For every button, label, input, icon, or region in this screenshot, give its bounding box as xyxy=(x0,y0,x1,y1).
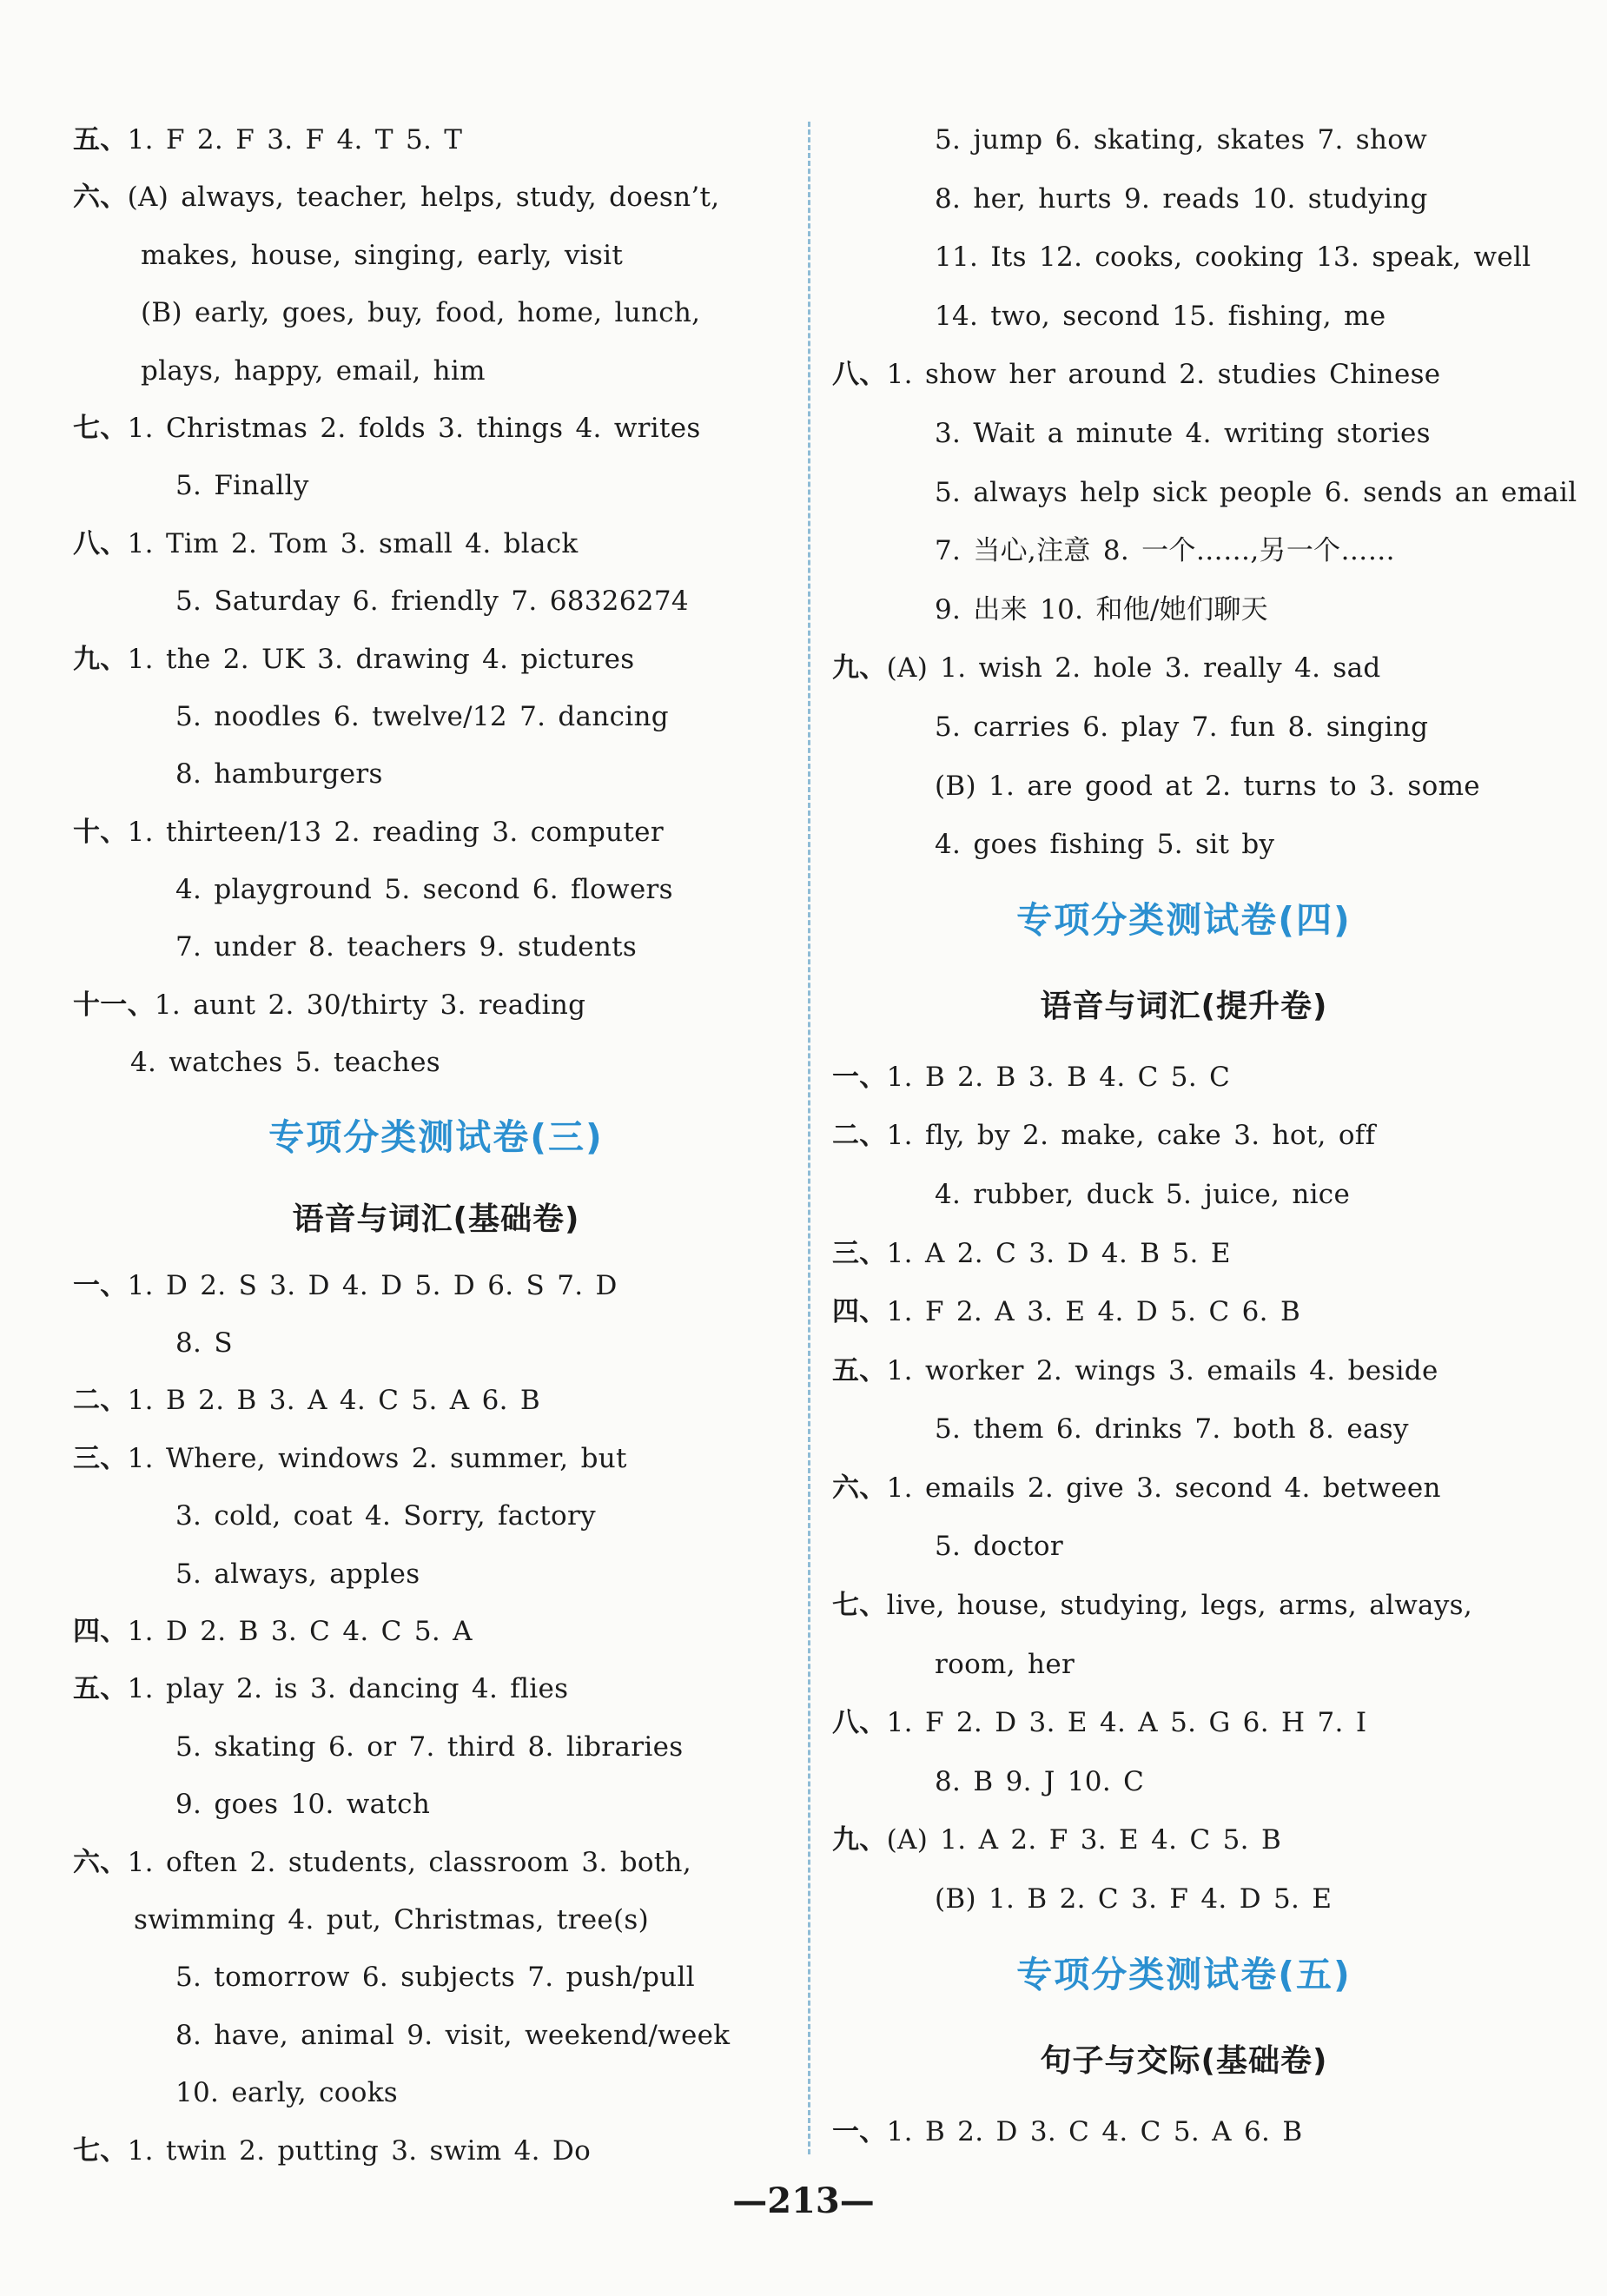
answer-line xyxy=(73,1834,799,1891)
answer-line xyxy=(73,457,799,514)
answer-text: 5. Saturday 6. friendly 7. 68326274 xyxy=(175,586,689,618)
answer-line xyxy=(832,1049,1536,1108)
answer-line xyxy=(832,758,1536,817)
section-subtitle: 句子与交际(基础卷) xyxy=(1040,2042,1328,2079)
answer-text: 8. hamburgers xyxy=(175,758,383,791)
answer-line xyxy=(73,1314,799,1372)
answer-text: (A) 1. wish 2. hole 3. really 4. sad xyxy=(886,652,1381,685)
answer-text: 3. Wait a minute 4. writing stories xyxy=(935,417,1431,449)
answer-line xyxy=(832,1694,1536,1753)
answer-line xyxy=(73,631,799,688)
column-divider xyxy=(808,122,810,2154)
question-number: 七、 xyxy=(73,2134,128,2167)
question-number: 七、 xyxy=(832,1590,887,1622)
question-number: 八、 xyxy=(73,527,128,559)
answer-line xyxy=(73,745,799,803)
question-number: 六、 xyxy=(73,1846,128,1878)
question-number: 五、 xyxy=(73,124,128,155)
answer-text: 1. F 2. F 3. F 4. T 5. T xyxy=(127,124,463,155)
answer-line xyxy=(73,111,799,169)
answer-line xyxy=(832,1636,1536,1695)
question-number: 七、 xyxy=(73,412,128,444)
answer-line xyxy=(73,515,799,572)
question-number: 八、 xyxy=(832,1707,887,1739)
answer-line xyxy=(73,2122,799,2180)
question-number: 四、 xyxy=(832,1296,887,1328)
question-number: 九、 xyxy=(73,643,128,675)
answer-line xyxy=(832,1870,1536,1929)
answer-text: 5. Finally xyxy=(175,470,309,502)
answer-line xyxy=(832,111,1536,170)
answer-line xyxy=(73,1430,799,1487)
answer-text: 4. watches 5. teaches xyxy=(130,1047,440,1079)
answer-text: (B) 1. are good at 2. turns to 3. some xyxy=(935,770,1480,802)
answer-text: room, her xyxy=(935,1648,1075,1680)
answer-line xyxy=(73,976,799,1034)
answer-text: 5. carries 6. play 7. fun 8. singing xyxy=(935,711,1429,743)
answer-text: (A) 1. A 2. F 3. E 4. C 5. B xyxy=(886,1824,1282,1856)
answer-text: 3. cold, coat 4. Sorry, factory xyxy=(175,1500,596,1532)
answer-text: 5. tomorrow 6. subjects 7. push/pull xyxy=(175,1962,695,1994)
answer-line xyxy=(73,342,799,400)
answer-text: 1. F 2. D 3. E 4. A 5. G 6. H 7. I xyxy=(886,1707,1367,1739)
answer-line xyxy=(832,1811,1536,1870)
answer-text: 5. jump 6. skating, skates 7. show xyxy=(935,124,1428,155)
answer-text: 1. B 2. B 3. B 4. C 5. C xyxy=(886,1061,1231,1093)
question-number: 三、 xyxy=(832,1237,887,1269)
answer-text: plays, happy, email, him xyxy=(141,354,486,387)
question-number: 十、 xyxy=(73,816,128,848)
answer-line xyxy=(832,1225,1536,1284)
answer-text: 1. often 2. students, classroom 3. both, xyxy=(127,1846,691,1878)
answer-line xyxy=(73,1257,799,1314)
answer-text: 8. have, animal 9. visit, weekend/week xyxy=(175,2019,731,2051)
question-number: 二、 xyxy=(73,1385,128,1417)
answer-line xyxy=(73,1034,799,1091)
answer-line xyxy=(73,1487,799,1545)
answer-line xyxy=(832,698,1536,758)
answer-line xyxy=(832,2103,1536,2162)
answer-line xyxy=(73,1718,799,1776)
question-number: 一、 xyxy=(73,1269,128,1301)
answer-line xyxy=(73,918,799,976)
answer-line xyxy=(832,228,1536,288)
answer-line xyxy=(832,1459,1536,1519)
answer-text: 9. goes 10. watch xyxy=(175,1789,431,1821)
answer-text: 1. twin 2. putting 3. swim 4. Do xyxy=(127,2134,592,2167)
answer-text: 5. them 6. drinks 7. both 8. easy xyxy=(935,1413,1409,1446)
answer-text: 1. worker 2. wings 3. emails 4. beside xyxy=(886,1354,1438,1386)
answer-text: 1. emails 2. give 3. second 4. between xyxy=(886,1472,1441,1504)
answer-text: live, house, studying, legs, arms, always, xyxy=(886,1590,1473,1622)
answer-line xyxy=(832,1518,1536,1577)
answer-line xyxy=(73,1949,799,2006)
answer-line xyxy=(832,1342,1536,1401)
answer-text: 1. Where, windows 2. summer, but xyxy=(127,1442,627,1474)
question-number: 二、 xyxy=(832,1120,887,1152)
answer-text: 1. B 2. D 3. C 4. C 5. A 6. B xyxy=(886,2115,1303,2147)
question-number: 一、 xyxy=(832,1061,887,1093)
answer-line xyxy=(73,1891,799,1949)
question-number: 六、 xyxy=(73,182,128,214)
answer-text: 4. rubber, duck 5. juice, nice xyxy=(935,1178,1351,1210)
answer-text: (A) always, teacher, helps, study, doesn’t, xyxy=(127,182,720,214)
answer-line xyxy=(73,284,799,341)
answer-text: 1. F 2. A 3. E 4. D 5. C 6. B xyxy=(886,1296,1301,1328)
answer-line xyxy=(832,522,1536,581)
answer-text: 14. two, second 15. fishing, me xyxy=(935,300,1386,332)
question-number: 十一、 xyxy=(73,989,155,1021)
answer-line xyxy=(73,572,799,630)
question-number: 一、 xyxy=(832,2115,887,2147)
question-number: 五、 xyxy=(73,1673,128,1705)
question-number: 五、 xyxy=(832,1354,887,1386)
section-title: 专项分类测试卷(四) xyxy=(1016,898,1352,941)
answer-line xyxy=(73,169,799,226)
answer-line xyxy=(832,1577,1536,1636)
answer-text: 5. always help sick people 6. sends an email xyxy=(935,476,1577,508)
answer-line xyxy=(832,288,1536,347)
answer-line xyxy=(832,1166,1536,1225)
answer-line xyxy=(832,581,1536,640)
answer-text: 1. play 2. is 3. dancing 4. flies xyxy=(127,1673,569,1705)
answer-text: 5. skating 6. or 7. third 8. libraries xyxy=(175,1730,684,1763)
answer-line xyxy=(832,170,1536,229)
answer-text: 5. doctor xyxy=(935,1531,1063,1563)
answer-text: 11. Its 12. cooks, cooking 13. speak, well xyxy=(935,242,1531,274)
answer-text: 4. goes fishing 5. sit by xyxy=(935,829,1275,861)
answer-line xyxy=(832,1400,1536,1459)
answer-line xyxy=(73,688,799,745)
answer-text: 1. B 2. B 3. A 4. C 5. A 6. B xyxy=(127,1385,541,1417)
answer-line xyxy=(73,1603,799,1660)
question-number: 九、 xyxy=(832,1824,887,1856)
left-column xyxy=(73,111,799,2180)
answer-text: swimming 4. put, Christmas, tree(s) xyxy=(134,1903,649,1935)
section-subtitle: 语音与词汇(提升卷) xyxy=(1040,988,1328,1024)
answer-line xyxy=(73,804,799,861)
answer-text: 1. D 2. B 3. C 4. C 5. A xyxy=(127,1615,473,1647)
answer-line xyxy=(73,1660,799,1717)
answer-line xyxy=(832,1753,1536,1812)
answer-text: 8. B 9. J 10. C xyxy=(935,1765,1145,1797)
answer-text: 1. D 2. S 3. D 4. D 5. D 6. S 7. D xyxy=(127,1269,618,1301)
answer-line xyxy=(73,400,799,457)
right-column xyxy=(832,111,1577,2161)
answer-text: 5. noodles 6. twelve/12 7. dancing xyxy=(175,700,669,732)
question-number: 四、 xyxy=(73,1615,128,1647)
answer-line xyxy=(73,2007,799,2064)
answer-text: (B) early, goes, buy, food, home, lunch, xyxy=(141,297,701,329)
answer-text: 1. aunt 2. 30/thirty 3. reading xyxy=(154,989,586,1021)
answer-line xyxy=(73,1545,799,1603)
answer-text: 1. thirteen/13 2. reading 3. computer xyxy=(127,816,664,848)
answer-line xyxy=(73,1372,799,1429)
answer-line xyxy=(832,1107,1536,1166)
answer-line xyxy=(73,2064,799,2121)
page-number: —213— xyxy=(732,2180,875,2221)
answer-line xyxy=(832,405,1536,464)
question-number: 八、 xyxy=(832,359,887,391)
answer-text: (B) 1. B 2. C 3. F 4. D 5. E xyxy=(935,1883,1333,1916)
question-number: 九、 xyxy=(832,652,887,685)
answer-line xyxy=(832,639,1536,698)
answer-text: 8. her, hurts 9. reads 10. studying xyxy=(935,182,1428,215)
answer-text: 1. the 2. UK 3. drawing 4. pictures xyxy=(127,643,635,675)
answer-text: 1. A 2. C 3. D 4. B 5. E xyxy=(886,1237,1231,1269)
answer-line xyxy=(73,1776,799,1833)
answer-text: 7. under 8. teachers 9. students xyxy=(175,931,638,963)
answer-line xyxy=(832,464,1577,523)
question-number: 三、 xyxy=(73,1442,128,1474)
answer-line xyxy=(832,1283,1536,1342)
answer-text: 1. show her around 2. studies Chinese xyxy=(886,359,1441,391)
section-title: 专项分类测试卷(三) xyxy=(268,1115,604,1158)
section-subtitle: 语音与词汇(基础卷) xyxy=(292,1201,580,1237)
answer-line xyxy=(73,227,799,284)
section-title: 专项分类测试卷(五) xyxy=(1016,1953,1352,1995)
answer-text: 10. early, cooks xyxy=(175,2077,399,2109)
answer-text: 1. fly, by 2. make, cake 3. hot, off xyxy=(886,1120,1376,1152)
answer-text: 5. always, apples xyxy=(175,1558,420,1590)
answer-text: 4. playground 5. second 6. flowers xyxy=(175,874,673,906)
answer-text: 1. Tim 2. Tom 3. small 4. black xyxy=(127,527,579,559)
answer-text: 8. S xyxy=(175,1327,233,1360)
answer-text: 9. 出来 10. 和他/她们聊天 xyxy=(935,593,1268,625)
answer-line xyxy=(73,861,799,918)
answer-line xyxy=(832,346,1536,405)
answer-text: 7. 当心,注意 8. 一个……,另一个…… xyxy=(935,535,1396,567)
answer-text: 1. Christmas 2. folds 3. things 4. writes xyxy=(127,412,701,444)
question-number: 六、 xyxy=(832,1472,887,1504)
answer-text: makes, house, singing, early, visit xyxy=(141,239,624,271)
answer-line xyxy=(832,816,1536,875)
